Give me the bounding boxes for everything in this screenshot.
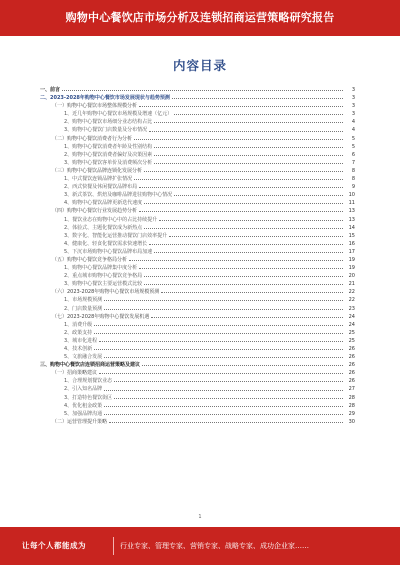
toc-entry-label: 1、合理规划餐饮业态 (64, 378, 113, 385)
toc-entry[interactable] (40, 321, 355, 329)
toc-entry[interactable] (40, 345, 355, 353)
toc-entry-page: 13 (348, 208, 355, 215)
toc-entry[interactable] (40, 410, 355, 418)
toc-leader-dots (159, 217, 343, 221)
toc-entry-page: 22 (348, 297, 355, 304)
toc-entry[interactable] (40, 232, 355, 240)
toc-leader-dots (114, 378, 343, 382)
table-of-contents (40, 86, 355, 426)
toc-leader-dots (104, 403, 343, 407)
toc-entry-label: 1、购物中心餐饮品牌集中度分析 (64, 265, 138, 272)
toc-entry-page: 26 (348, 378, 355, 385)
toc-leader-dots (139, 103, 343, 107)
toc-entry[interactable] (40, 369, 355, 377)
toc-leader-dots (62, 87, 343, 91)
toc-entry-page: 3 (351, 87, 355, 93)
toc-leader-dots (154, 144, 343, 148)
toc-entry[interactable] (40, 385, 355, 393)
toc-entry-label: 1、市场规模预测 (64, 297, 103, 304)
toc-entry[interactable] (40, 361, 355, 369)
toc-entry-label: 5、文旅融合发展 (64, 354, 103, 361)
toc-entry[interactable] (40, 240, 355, 248)
toc-leader-dots (154, 249, 343, 253)
toc-entry-page: 22 (348, 289, 355, 296)
toc-leader-dots (144, 200, 343, 204)
toc-entry-page: 29 (348, 410, 355, 417)
toc-entry-page: 17 (348, 248, 355, 255)
toc-entry[interactable] (40, 337, 355, 345)
toc-leader-dots (104, 354, 343, 358)
toc-entry-page: 9 (351, 184, 355, 191)
toc-leader-dots (134, 136, 343, 140)
toc-leader-dots (149, 128, 343, 132)
toc-entry-page: 10 (348, 192, 355, 199)
toc-entry-page: 27 (348, 386, 355, 393)
toc-entry-page: 19 (348, 256, 355, 263)
toc-entry[interactable] (40, 159, 355, 167)
toc-leader-dots (104, 411, 343, 415)
toc-leader-dots (139, 265, 343, 269)
toc-leader-dots (94, 346, 343, 350)
toc-entry[interactable] (40, 191, 355, 199)
toc-entry[interactable] (40, 329, 355, 337)
toc-entry-page: 23 (348, 305, 355, 312)
toc-entry-page: 24 (348, 313, 355, 320)
toc-entry[interactable] (40, 118, 355, 126)
toc-entry[interactable] (40, 216, 355, 224)
toc-entry-page: 28 (348, 402, 355, 409)
toc-entry-label: 5、下沉市场购物中心餐饮品牌布局加速 (64, 248, 153, 255)
toc-entry-label: （五）购物中心餐饮竞争格局分析 (52, 256, 128, 263)
toc-entry-page: 30 (348, 418, 355, 425)
toc-entry[interactable] (40, 280, 355, 288)
toc-entry[interactable] (40, 183, 355, 191)
toc-entry-page: 5 (351, 143, 355, 150)
toc-entry-label: 2、引入知名品牌 (64, 386, 103, 393)
toc-entry-page: 4 (351, 127, 355, 134)
toc-entry[interactable] (40, 86, 355, 94)
toc-entry-page: 19 (348, 265, 355, 272)
toc-entry-page: 20 (348, 273, 355, 280)
toc-entry-page: 7 (351, 159, 355, 166)
toc-entry[interactable] (40, 296, 355, 304)
footer-slogan: 让每个人都能成为 (22, 541, 86, 550)
toc-leader-dots (169, 233, 343, 237)
toc-entry[interactable] (40, 135, 355, 143)
toc-entry-label: （二）购物中心餐饮消费者行为分析 (52, 135, 133, 142)
toc-entry[interactable] (40, 143, 355, 151)
toc-entry-label: 2、重点城市购物中心餐饮竞争格局 (64, 273, 143, 280)
toc-entry-page: 16 (348, 240, 355, 247)
toc-entry-label: （二）运营管理提升策略 (52, 418, 108, 425)
toc-entry-label: 2、购物中心餐饮消费者偏好及决策因素 (64, 151, 153, 158)
toc-entry-label: 2、体验式、主题化餐饮成为新热点 (64, 224, 143, 231)
toc-entry-page: 8 (351, 176, 355, 183)
toc-leader-dots (144, 281, 343, 285)
toc-entry-page: 26 (348, 346, 355, 352)
toc-entry-label: 三、购物中心餐饮店连锁招商运营策略及建议 (40, 362, 141, 369)
toc-entry-page: 26 (348, 370, 355, 377)
toc-entry[interactable] (40, 394, 355, 402)
toc-entry-page: 3 (351, 111, 355, 118)
toc-leader-dots (154, 160, 343, 164)
toc-entry[interactable] (40, 248, 355, 256)
toc-leader-dots (104, 306, 343, 310)
toc-entry-label: 4、购物中心餐饮品牌更新迭代速度 (64, 200, 143, 207)
toc-entry-label: 4、健康化、轻食化餐饮需求快速增长 (64, 240, 148, 247)
toc-leader-dots (139, 208, 343, 212)
toc-leader-dots (161, 289, 343, 293)
toc-entry-label: 1、购物中心餐饮消费者年龄及性别结构 (64, 143, 153, 150)
toc-leader-dots (104, 387, 343, 391)
toc-entry-page: 21 (348, 281, 355, 288)
toc-entry-page: 25 (348, 337, 355, 344)
toc-entry-label: 1、餐饮业态在购物中心中的占比持续提升 (64, 216, 158, 223)
toc-entry-page: 3 (351, 103, 355, 110)
toc-leader-dots (94, 330, 343, 334)
toc-leader-dots (144, 273, 343, 277)
toc-entry-page: 8 (351, 167, 355, 174)
toc-entry-page: 15 (348, 232, 355, 239)
toc-entry[interactable] (40, 167, 355, 175)
toc-entry-page: 26 (348, 362, 355, 369)
toc-entry-label: （六）2023-2028年购物中心餐饮市场规模预测 (52, 289, 160, 296)
toc-entry-page: 13 (348, 216, 355, 223)
toc-entry[interactable] (40, 353, 355, 361)
toc-entry-page: 6 (351, 151, 355, 158)
toc-entry[interactable] (40, 288, 355, 296)
toc-leader-dots (149, 241, 343, 245)
toc-entry-label: 2、门店数量预测 (64, 305, 103, 312)
toc-entry-label: 3、打造特色餐饮街区 (64, 394, 113, 401)
toc-leader-dots (151, 314, 343, 318)
toc-entry-label: 3、购物中心餐饮门店数量及分布情况 (64, 127, 148, 134)
toc-title: 内容目录 (172, 58, 227, 73)
toc-entry[interactable] (40, 94, 355, 102)
toc-entry-page: 11 (348, 200, 355, 207)
toc-entry-page: 4 (351, 119, 355, 126)
toc-entry-label: 3、数字化、智能化运营推动餐饮门店效率提升 (64, 232, 168, 239)
toc-leader-dots (144, 168, 343, 172)
toc-entry-page: 24 (348, 321, 355, 328)
toc-entry[interactable] (40, 256, 355, 264)
toc-entry-page: 25 (348, 329, 355, 336)
toc-entry-page: 14 (348, 224, 355, 231)
toc-entry-label: 5、加强品牌沟通 (64, 410, 103, 417)
toc-entry-label: 3、城市化进程 (64, 337, 98, 344)
toc-entry-page: 5 (351, 135, 355, 142)
toc-entry[interactable] (40, 377, 355, 385)
toc-entry-label: 1、中式餐饮连锁品牌扩张情况 (64, 176, 133, 183)
report-title: 购物中心餐饮店市场分析及连锁招商运营策略研究报告 (65, 11, 335, 24)
toc-entry-label: 二、2023-2028年购物中心餐饮市场发展现状与趋势预测 (40, 95, 170, 102)
toc-leader-dots (154, 119, 343, 123)
toc-leader-dots (109, 419, 343, 423)
toc-entry[interactable] (40, 402, 355, 410)
toc-entry[interactable] (40, 151, 355, 159)
toc-entry[interactable] (40, 102, 355, 110)
toc-entry-label: 一、前言 (40, 87, 61, 93)
toc-entry[interactable] (40, 305, 355, 313)
toc-entry[interactable] (40, 199, 355, 207)
toc-leader-dots (172, 95, 343, 99)
toc-entry-label: 3、新式茶饮、烘焙及咖啡品牌进驻购物中心情况 (64, 192, 173, 199)
toc-leader-dots (144, 225, 343, 229)
toc-leader-dots (174, 192, 343, 196)
toc-entry[interactable] (40, 175, 355, 183)
toc-leader-dots (139, 184, 343, 188)
toc-entry-page: 28 (348, 394, 355, 401)
toc-entry[interactable] (40, 126, 355, 134)
toc-entry-label: 1、消费升级 (64, 321, 93, 328)
toc-entry-label: 2、政策支持 (64, 329, 93, 336)
toc-entry-label: 3、购物中心餐饮主要运营模式比较 (64, 281, 143, 288)
footer-divider (113, 537, 114, 555)
toc-leader-dots (154, 152, 343, 156)
toc-leader-dots (134, 176, 343, 180)
toc-entry-label: 4、技术创新 (64, 346, 93, 352)
toc-entry-page: 3 (351, 95, 355, 102)
toc-entry[interactable] (40, 272, 355, 280)
toc-entry[interactable] (40, 110, 355, 118)
toc-entry-label: （三）购物中心餐饮品牌连锁化发展分析 (52, 167, 143, 174)
toc-entry-label: （七）2023-2028年购物中心餐饮发展机遇 (52, 313, 150, 320)
toc-entry-page: 26 (348, 354, 355, 361)
toc-leader-dots (114, 395, 343, 399)
page-number: 1 (198, 514, 202, 520)
toc-leader-dots (142, 362, 343, 366)
toc-leader-dots (104, 297, 343, 301)
toc-entry-label: 4、优化租金政策 (64, 402, 103, 409)
toc-leader-dots (94, 322, 343, 326)
toc-leader-dots (99, 338, 343, 342)
toc-entry-label: （一）购物中心餐饮市场整体规模分析 (52, 103, 138, 110)
toc-entry[interactable] (40, 313, 355, 321)
toc-leader-dots (129, 257, 343, 261)
toc-leader-dots (99, 370, 343, 374)
toc-entry-label: （一）招商策略建议 (52, 370, 98, 377)
toc-leader-dots (174, 111, 343, 115)
toc-entry-label: 2、购物中心餐饮市场细分业态结构占比 (64, 119, 153, 126)
toc-entry[interactable] (40, 224, 355, 232)
toc-entry[interactable] (40, 207, 355, 215)
toc-entry-label: （四）购物中心餐饮行业发展趋势分析 (52, 208, 138, 215)
toc-entry-label: 1、近几年购物中心餐饮市场规模及增速（亿元） (64, 111, 173, 118)
toc-entry-label: 2、西式快餐及休闲餐饮品牌布局 (64, 184, 138, 191)
toc-entry[interactable] (40, 264, 355, 272)
footer-tagline: 行业专家、管理专家、营销专家、战略专家、成功企业家…… (120, 542, 309, 550)
toc-entry[interactable] (40, 418, 355, 426)
toc-entry-label: 3、购物中心餐饮客单价及消费频次分析 (64, 159, 153, 166)
